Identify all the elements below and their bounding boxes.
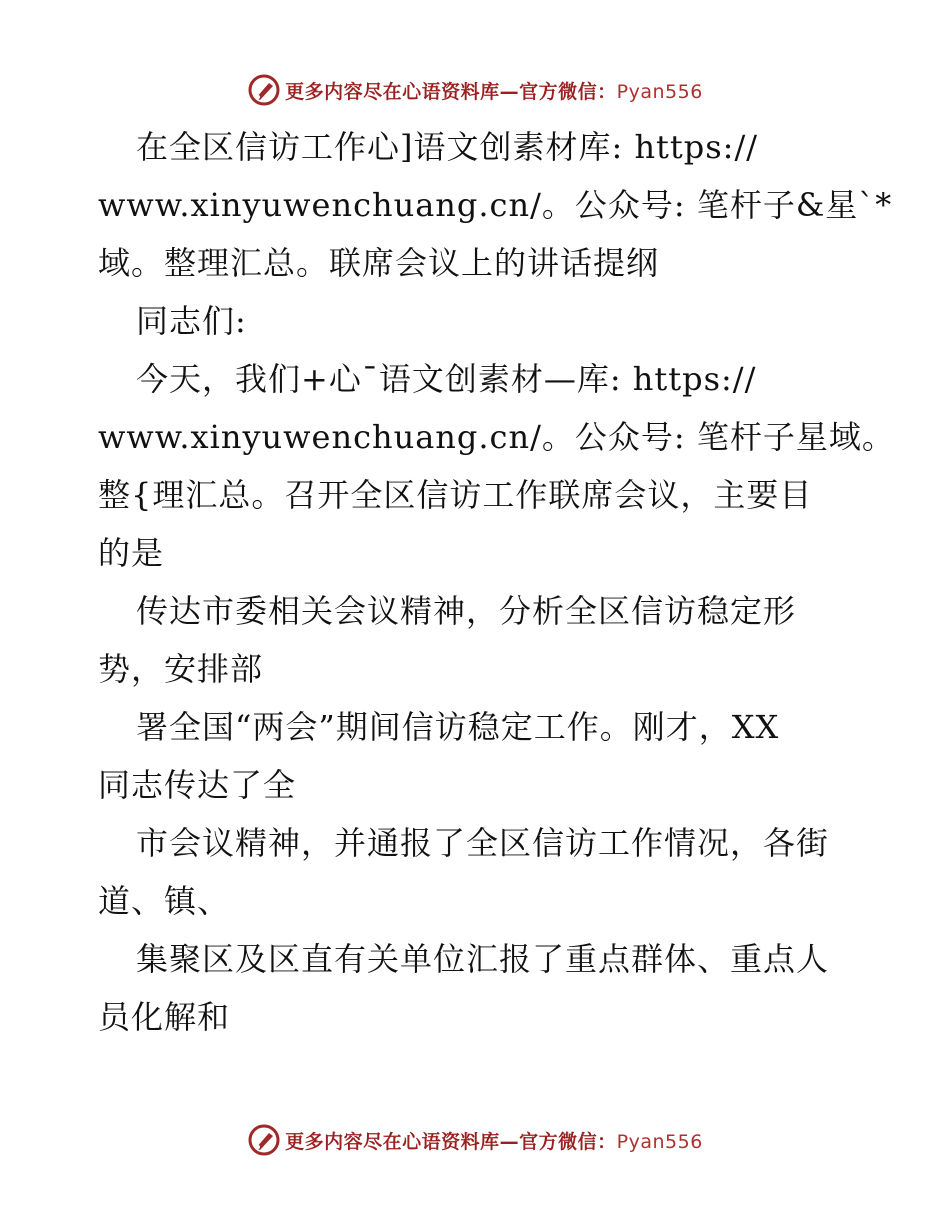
body-line: 域。整理汇总。联席会议上的讲话提纲 xyxy=(98,244,660,282)
body-line: www.xinyuwenchuang.cn/。公众号: 笔杆子星域。 xyxy=(98,418,895,456)
header-banner-text: 更多内容尽在心语资料库—官方微信：Pyan556 xyxy=(285,80,703,103)
pen-logo-icon xyxy=(247,1123,281,1157)
body-line: 今天，我们+心¯语文创素材—库: https:// xyxy=(136,360,757,398)
body-line: 员化解和 xyxy=(98,998,231,1036)
footer-wechat-id: Pyan556 xyxy=(616,1130,703,1153)
body-line: 道、镇、 xyxy=(98,882,231,920)
header-banner xyxy=(0,70,950,110)
body-line: 同志传达了全 xyxy=(98,766,297,804)
body-line: 在全区信访工作心]语文创素材库: https:// xyxy=(136,128,759,166)
body-line: 署全国“两会”期间信访稳定工作。刚才，XX xyxy=(136,708,780,746)
footer-banner-text: 更多内容尽在心语资料库—官方微信：Pyan556 xyxy=(285,1130,703,1153)
body-line: 的是 xyxy=(98,534,165,572)
footer-banner xyxy=(0,1120,950,1160)
body-line: www.xinyuwenchuang.cn/。公众号: 笔杆子&星`* xyxy=(98,186,893,224)
body-line: 市会议精神，并通报了全区信访工作情况，各街 xyxy=(136,824,830,862)
body-line: 传达市委相关会议精神，分析全区信访稳定形 xyxy=(136,592,797,630)
body-line: 势，安排部 xyxy=(98,650,264,688)
body-line: 同志们: xyxy=(136,302,247,340)
header-wechat-id: Pyan556 xyxy=(616,80,703,103)
body-line: 集聚区及区直有关单位汇报了重点群体、重点人 xyxy=(136,940,830,978)
document-body xyxy=(98,118,895,1046)
pen-logo-icon xyxy=(247,73,281,107)
body-line: 整{理汇总。召开全区信访工作联席会议，主要目 xyxy=(98,476,813,514)
